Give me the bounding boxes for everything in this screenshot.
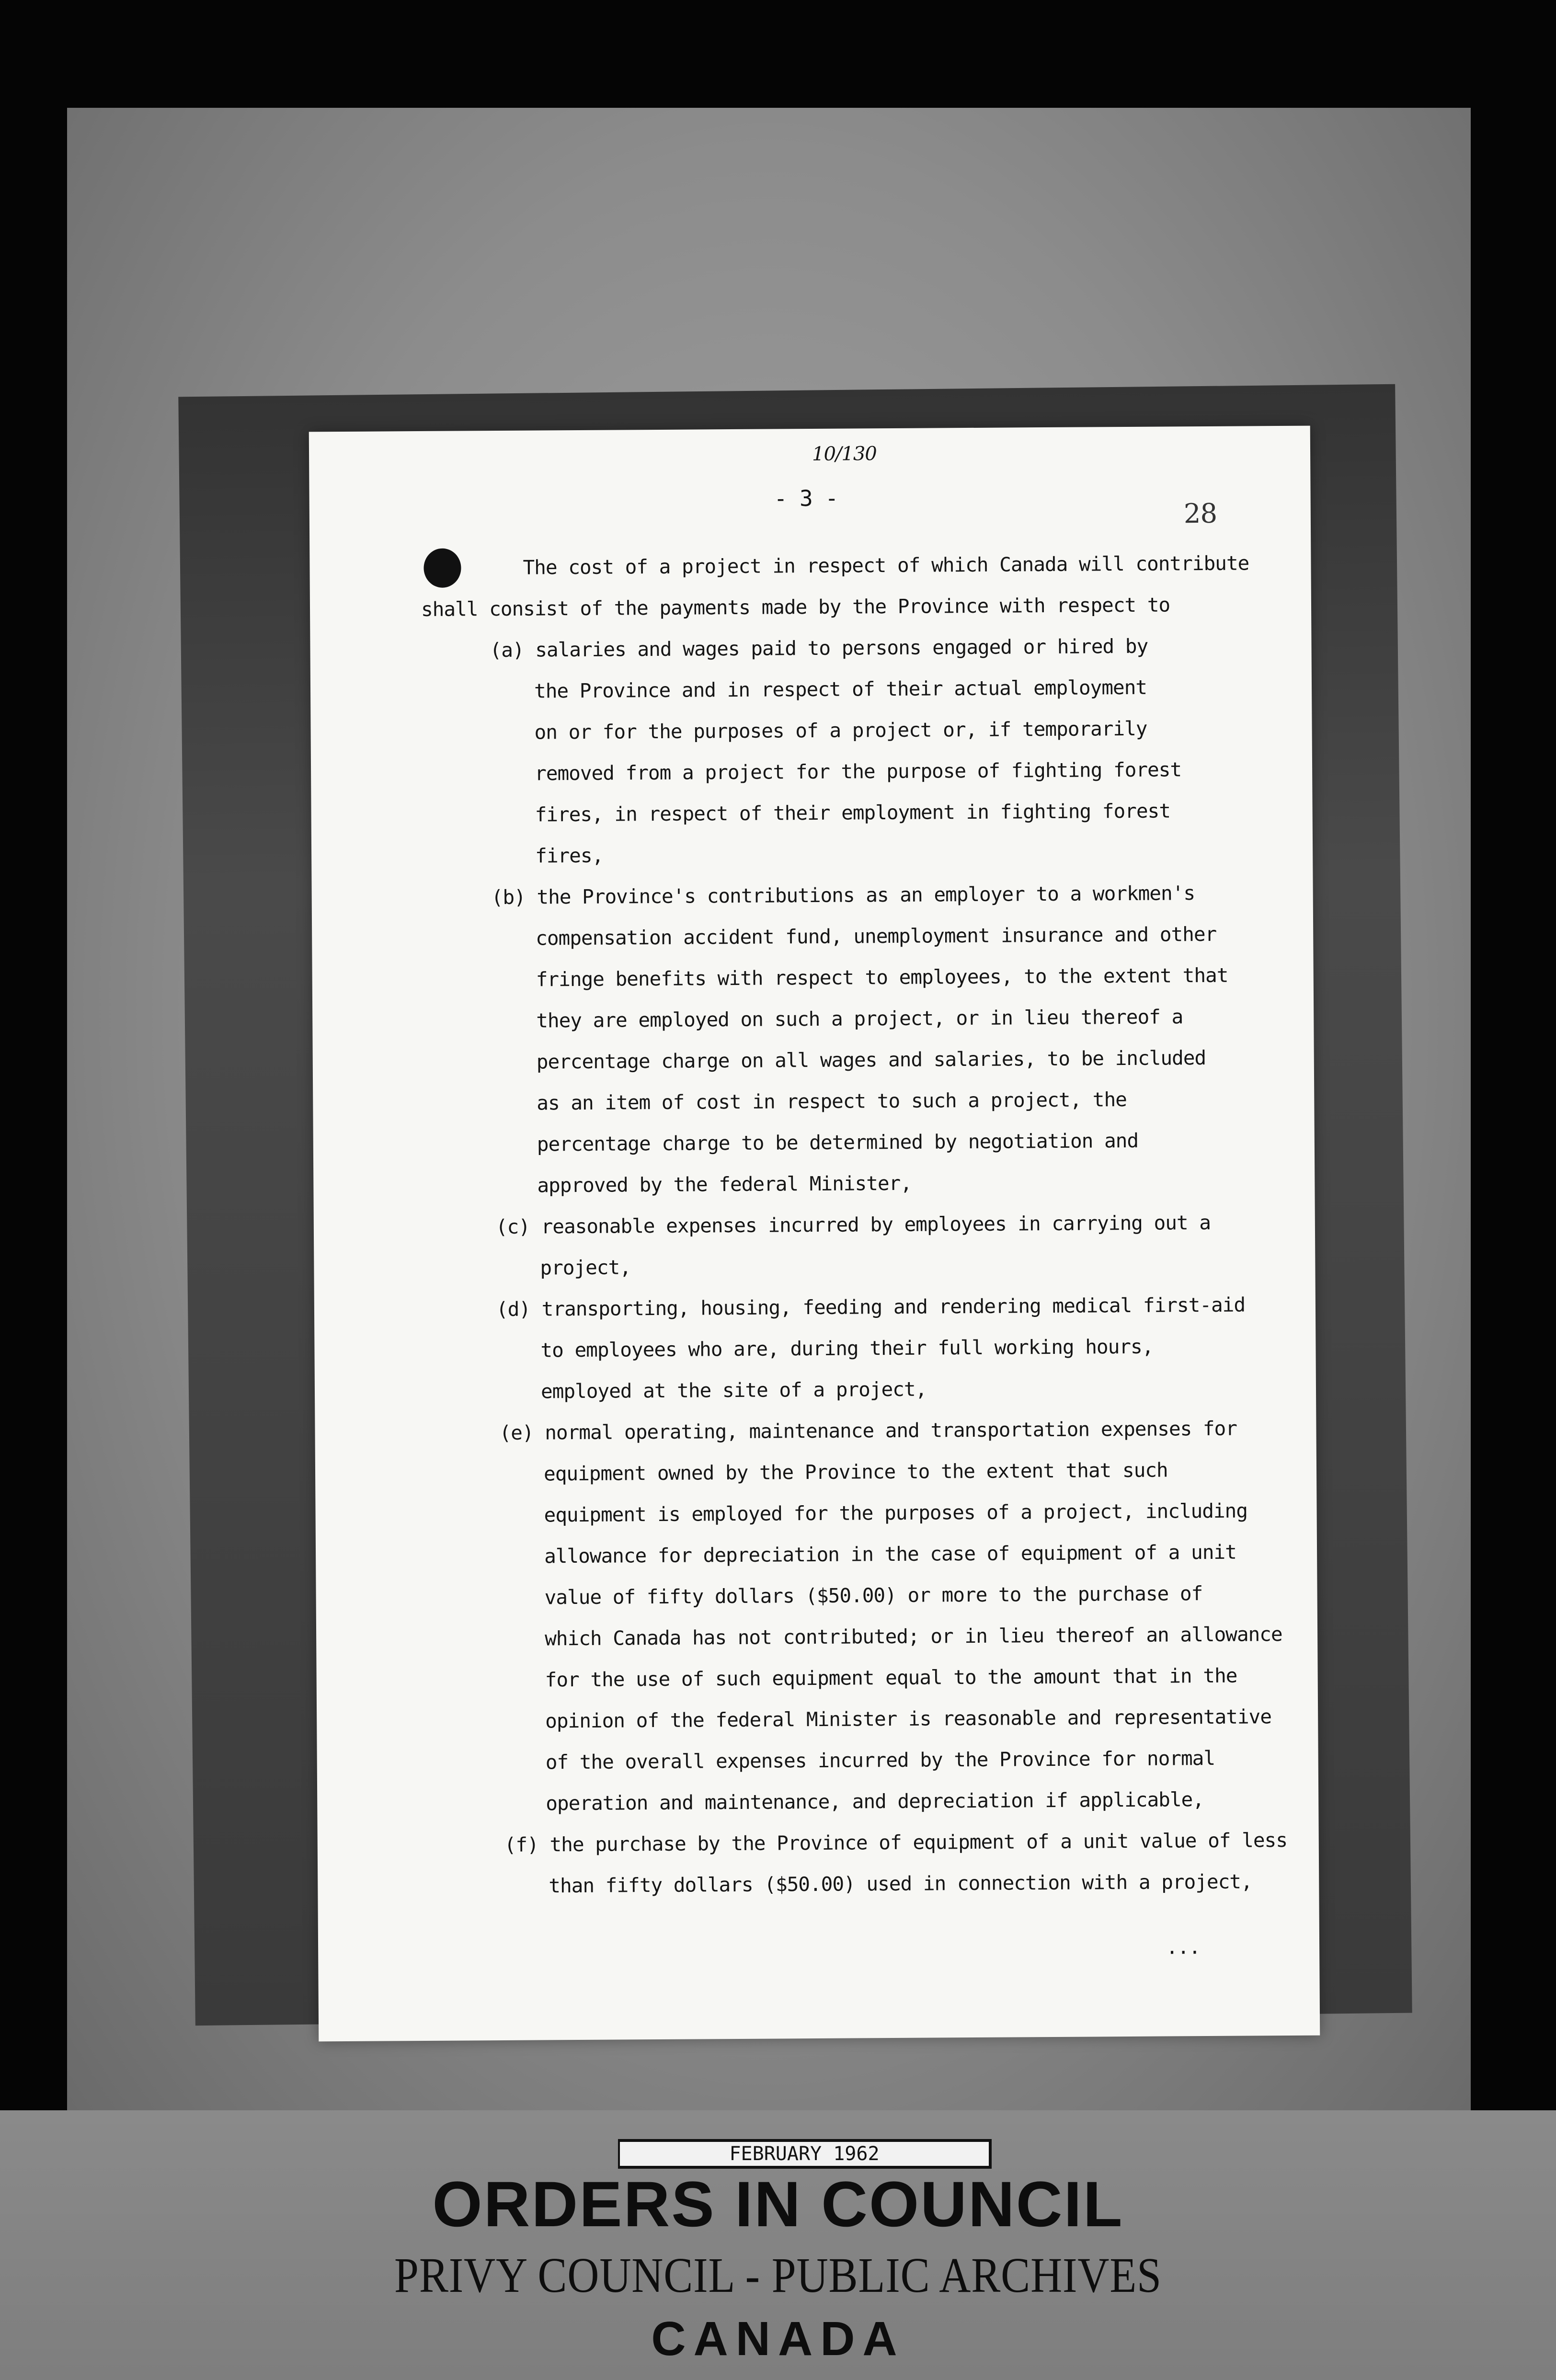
text-line: to employees who are, during their full working hours, <box>540 1335 1154 1362</box>
text-line: for the use of such equipment equal to the amount that in the <box>545 1664 1237 1692</box>
archive-title: ORDERS IN COUNCIL <box>432 2169 1124 2240</box>
continuation-mark: ... <box>1166 1935 1201 1959</box>
text-line: equipment owned by the Province to the extent that such <box>543 1458 1168 1486</box>
date-label: FEBRUARY 1962 <box>618 2139 992 2169</box>
text-line: fringe benefits with respect to employees, to the extent that <box>536 963 1228 991</box>
text-line: employed at the site of a project, <box>540 1377 927 1403</box>
text-line: fires, <box>535 844 604 868</box>
text-line: (b) the Province's contributions as an employer to a workmen's <box>491 881 1195 909</box>
text-line: compensation accident fund, unemployment insurance and other <box>536 922 1217 950</box>
text-line: percentage charge to be determined by negotiation and <box>537 1129 1139 1156</box>
archive-subtitle: PRIVY COUNCIL - PUBLIC ARCHIVES <box>394 2248 1162 2303</box>
text-line: removed from a project for the purpose of fighting forest <box>534 758 1182 785</box>
text-line: on or for the purposes of a project or, if temporarily <box>534 717 1147 744</box>
text-line: the Province and in respect of their actual employment <box>534 675 1147 703</box>
text-line: The cost of a project in respect of which Canada will contribute <box>523 551 1249 579</box>
ink-blot <box>423 548 461 587</box>
text-line: they are employed on such a project, or in lieu thereof a <box>536 1005 1183 1032</box>
text-line: (c) reasonable expenses incurred by employees in carrying out a <box>495 1211 1211 1239</box>
text-line: equipment is employed for the purposes of a project, including <box>544 1499 1248 1527</box>
text-line: opinion of the federal Minister is reasonable and representative <box>545 1705 1272 1733</box>
archive-country: CANADA <box>651 2312 905 2366</box>
text-line: (a) salaries and wages paid to persons engaged or hired by <box>490 634 1148 662</box>
text-line: which Canada has not contributed; or in lieu thereof an allowance <box>545 1623 1282 1650</box>
folio-number: 28 <box>1183 498 1217 530</box>
text-line: of the overall expenses incurred by the Province for normal <box>545 1746 1215 1774</box>
text-line: than fifty dollars ($50.00) used in connection with a project, <box>549 1870 1252 1898</box>
page-number: - 3 - <box>774 485 838 512</box>
text-line: as an item of cost in respect to such a project, the <box>537 1088 1127 1115</box>
text-line: value of fifty dollars ($50.00) or more to the purchase of <box>544 1582 1203 1609</box>
text-line: fires, in respect of their employment in fighting forest <box>535 799 1171 826</box>
document-reference: 10/130 <box>812 443 877 465</box>
text-line: percentage charge on all wages and salaries, to be included <box>536 1046 1206 1074</box>
text-line: allowance for depreciation in the case of equipment of a unit <box>544 1540 1236 1568</box>
text-line: project, <box>540 1256 631 1280</box>
text-line: approved by the federal Minister, <box>537 1171 912 1197</box>
text-line: (d) transporting, housing, feeding and rendering medical first-aid <box>496 1293 1246 1321</box>
text-line: shall consist of the payments made by the Province with respect to <box>421 593 1170 621</box>
text-line: (e) normal operating, maintenance and transportation expenses for <box>499 1417 1237 1445</box>
text-line: operation and maintenance, and depreciation if applicable, <box>546 1788 1204 1815</box>
document-page <box>309 426 1320 2042</box>
text-line: (f) the purchase by the Province of equipment of a unit value of less <box>504 1828 1288 1856</box>
